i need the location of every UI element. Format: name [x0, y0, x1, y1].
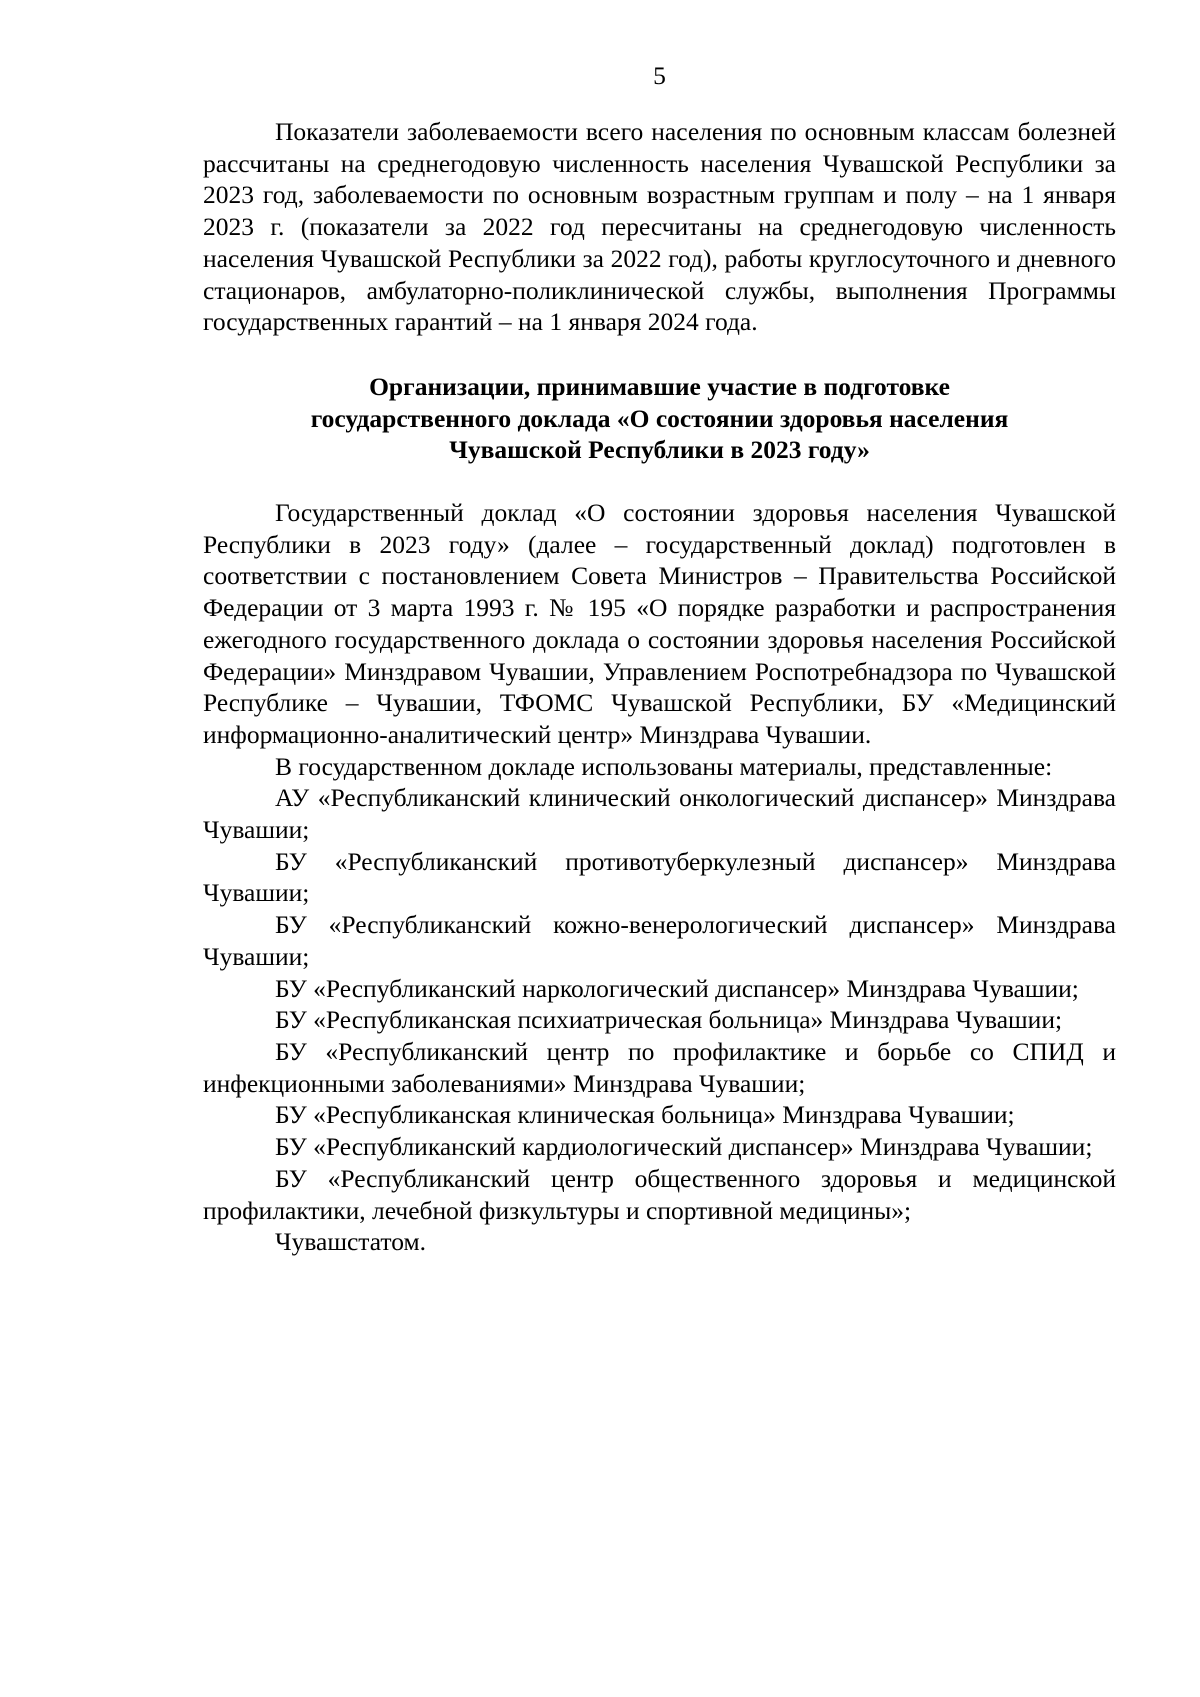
- materials-intro: В государственном докладе использованы материалы, представленные:: [275, 751, 1053, 781]
- document-page: [203, 60, 1116, 1258]
- contributor-item: БУ «Республиканский наркологический диспансер» Минздрава Чувашии;: [275, 973, 1079, 1003]
- report-paragraph: Государственный доклад «О состоянии здоровья населения Чувашской Республики в 2023 году» (далее – государственный доклад) подготовлен в соответствии с постановлением Совета Министров – Правительства Российской Федерации от 3 марта 1993 г. № 195 «О порядке разработки и распространения ежегодного государственного доклада о состоянии здоровья населения Российской Федерации» Минздравом Чувашии, Управлением Роспотребнадзора по Чувашской Республике – Чувашии, ТФОМС Чувашской Республики, БУ «Медицинский информационно-аналитический центр» Минздрава Чувашии.: [203, 498, 1116, 749]
- contributor-item: БУ «Республиканский кожно-венерологический диспансер» Минздрава Чувашии;: [203, 910, 1116, 971]
- contributor-item: Чувашстатом.: [275, 1227, 426, 1257]
- contributor-item: АУ «Республиканский клинический онкологический диспансер» Минздрава Чувашии;: [203, 783, 1116, 845]
- contributor-item: БУ «Республиканский кардиологический диспансер» Минздрава Чувашии;: [275, 1132, 1093, 1162]
- section-heading: [203, 371, 1116, 466]
- contributor-item: БУ «Республиканский центр по профилактике и борьбе со СПИД и инфекционными заболеваниями» Минздрава Чувашии;: [203, 1036, 1116, 1098]
- contributor-item: БУ «Республиканская клиническая больница» Минздрава Чувашии;: [275, 1100, 1015, 1130]
- contributor-item: БУ «Республиканский противотуберкулезный диспансер» Минздрава Чувашии;: [203, 846, 1116, 908]
- contributor-item: БУ «Республиканский центр общественного здоровья и медицинской профилактики, лечебной физкультуры и спортивной медицины»;: [203, 1163, 1116, 1225]
- intro-paragraph: Показатели заболеваемости всего населения по основным классам болезней рассчитаны на среднегодовую численность населения Чувашской Республики за 2023 год, заболеваемости по основным возрастным группам и полу – на 1 января 2023 г. (показатели за 2022 год пересчитаны на среднегодовую численность населения Чувашской Республики за 2022 год), работы круглосуточного и дневного стационаров, амбулаторно-поликлинической службы, выполнения Программы государственных гарантий – на 1 января 2024 года.: [203, 117, 1116, 337]
- heading-line-1: Организации, принимавшие участие в подготовке: [369, 371, 950, 401]
- page-number: 5: [653, 61, 666, 90]
- heading-line-3: Чувашской Республики в 2023 году»: [449, 435, 870, 465]
- contributor-item: БУ «Республиканская психиатрическая больница» Минздрава Чувашии;: [275, 1005, 1063, 1035]
- contributors-list: [203, 782, 1116, 1258]
- heading-line-2: государственного доклада «О состоянии здоровья населения: [310, 403, 1009, 433]
